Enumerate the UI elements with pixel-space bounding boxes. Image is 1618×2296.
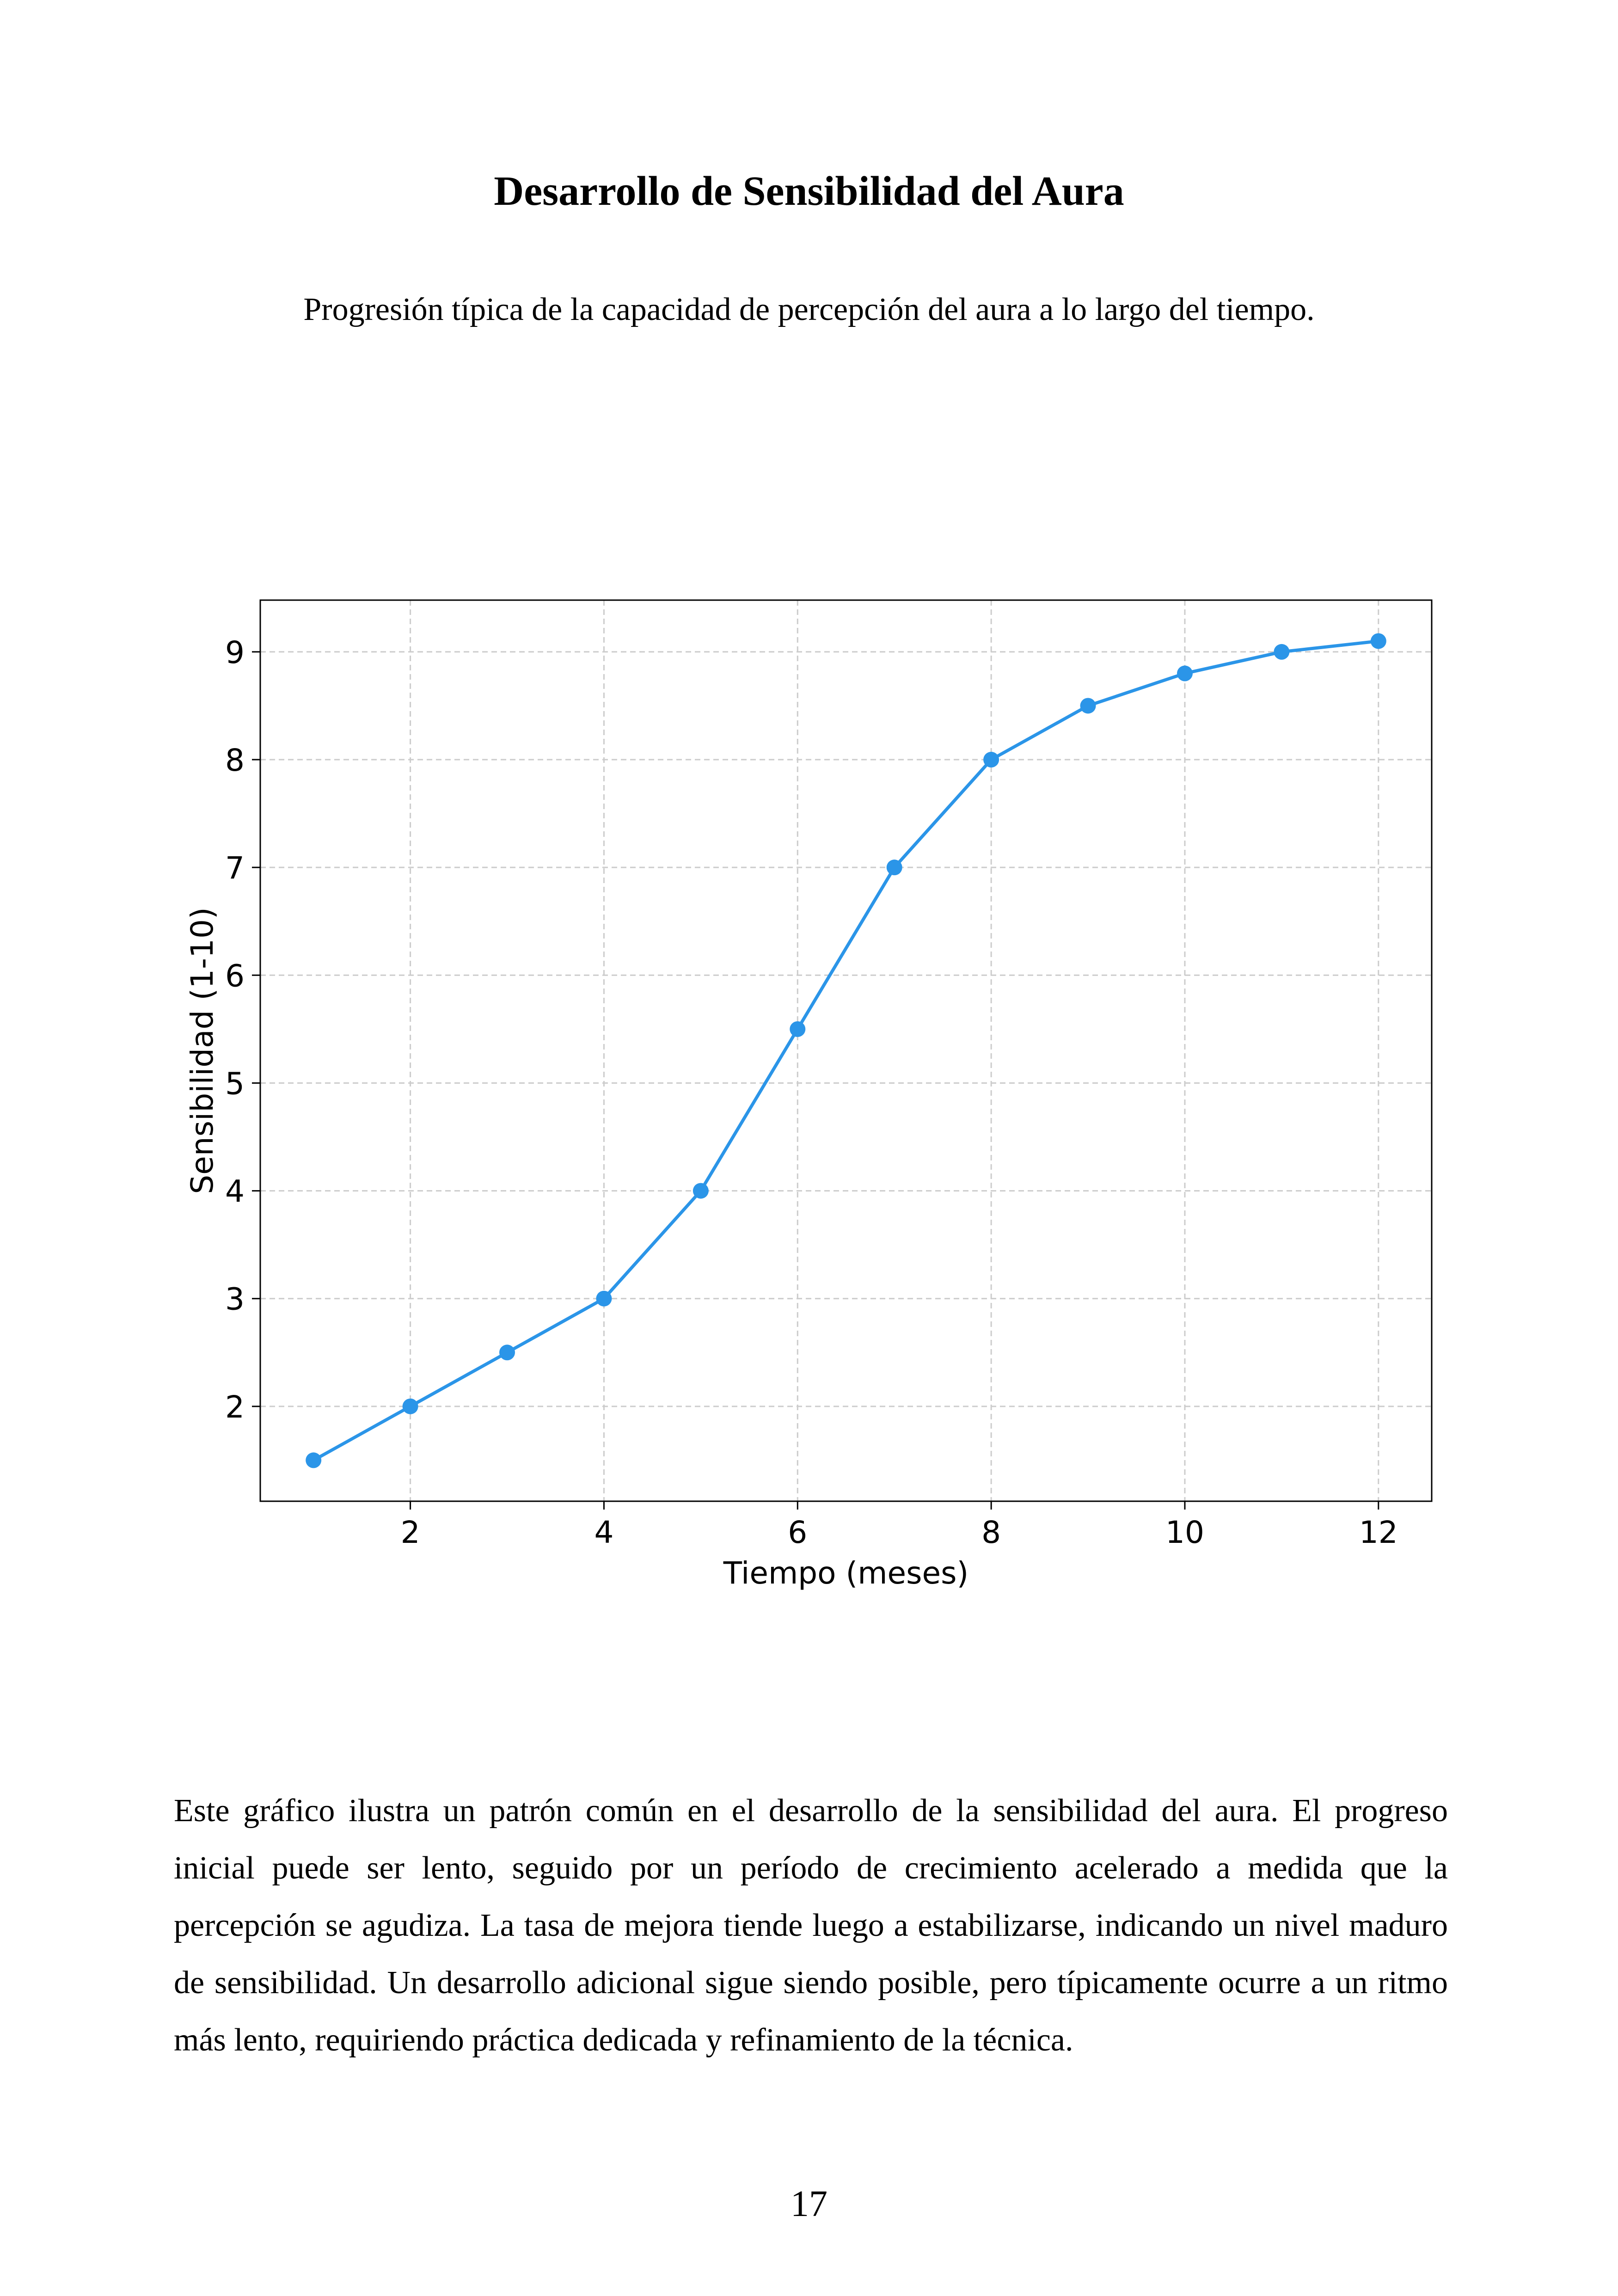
- data-point: [887, 859, 902, 875]
- x-tick-label: 6: [788, 1515, 808, 1550]
- data-point: [306, 1452, 321, 1468]
- line-chart: [0, 555, 1618, 1618]
- y-tick-label: 7: [225, 850, 245, 886]
- data-point: [1274, 644, 1289, 660]
- y-tick-label: 3: [225, 1281, 245, 1317]
- y-tick-label: 4: [225, 1173, 245, 1209]
- x-tick-label: 4: [594, 1515, 614, 1550]
- x-tick-label: 12: [1359, 1515, 1398, 1550]
- data-point: [1080, 698, 1096, 713]
- data-point: [693, 1183, 709, 1199]
- y-tick-label: 9: [225, 634, 245, 670]
- page-subtitle: Progresión típica de la capacidad de percepción del aura a lo largo del tiempo.: [303, 292, 1315, 327]
- chart-series: [306, 633, 1386, 1468]
- y-tick-label: 6: [225, 958, 245, 994]
- page-title: Desarrollo de Sensibilidad del Aura: [494, 168, 1124, 214]
- y-axis-label: Sensibilidad (1-10): [184, 907, 220, 1194]
- series-line: [313, 641, 1379, 1461]
- data-point: [983, 752, 999, 767]
- x-axis-label: Tiempo (meses): [723, 1555, 969, 1591]
- page-number: 17: [791, 2184, 827, 2224]
- x-tick-label: 8: [981, 1515, 1001, 1550]
- y-tick-label: 2: [225, 1389, 245, 1425]
- chart-frame: [260, 600, 1432, 1501]
- data-point: [499, 1344, 515, 1360]
- data-point: [790, 1021, 805, 1037]
- data-point: [403, 1399, 418, 1414]
- data-point: [1177, 666, 1193, 681]
- x-tick-label: 10: [1165, 1515, 1204, 1550]
- y-tick-label: 8: [225, 743, 245, 779]
- body-paragraph: Este gráfico ilustra un patrón común en el desarrollo de la sensibilidad del aura. El progreso inicial puede ser lento, seguido por un período de crecimiento acelerado a medida que la percepción se agudiza. La tasa de mejora tiende luego a estabilizarse, indicando un nivel maduro de sensibilidad. Un desarrollo adicional sigue siendo posible, pero típicamente ocurre a un ritmo más lento, requiriendo práctica dedicada y refinamiento de la técnica.: [174, 1793, 1448, 2058]
- x-tick-label: 2: [400, 1515, 420, 1550]
- data-point: [1371, 633, 1386, 649]
- y-tick-label: 5: [225, 1066, 245, 1102]
- chart-grid: [260, 600, 1432, 1501]
- data-point: [596, 1291, 612, 1307]
